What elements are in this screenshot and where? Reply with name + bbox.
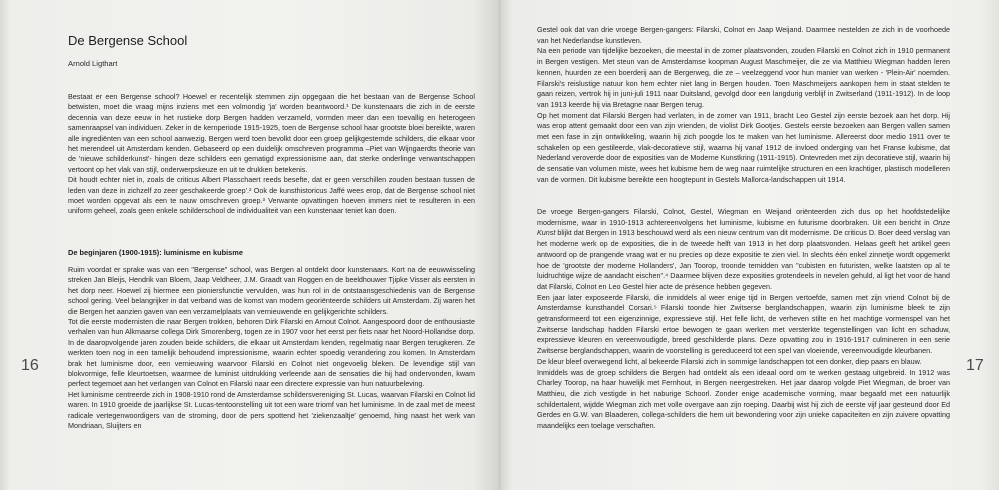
right-bottom-text [537, 207, 950, 432]
paragraph: Op het moment dat Filarski Bergen had verlaten, in de zomer van 1911, bracht Leo Gestel zijn eerste bezoek aan het dorp. Hij was erop attent gemaakt door een van zijn vrienden, de violist Dirk Gootjes. Gestels eerste bezoeken aan Bergen vallen samen met een fase in zijn ontwikkeling, waarin hij zich poogde los te maken van het luminisme. Allereerst door medio 1911 over te schakelen op een gestileerde, vlak-decoratieve stijl, waarna hij vanaf 1912 de invloed onderging van het Franse kubisme, dat Nederland veroverde door de exposities van de Moderne Kunstkring (1911-1915). Ontevreden met zijn decoratieve stijl, waarin hij de sensatie van volumen miste, wees het kubisme hem de weg naar ruimtelijke structuren en een krachtiger, plastisch modelleren van de vormen. Dit kubisme bereikte een hoogtepunt in Gestels Mallorca-landschappen uit 1914. [537, 110, 950, 184]
section-heading: De beginjaren (1900-1915): luminisme en kubisme [68, 248, 243, 257]
paragraph: Tot die eerste modernisten die naar Bergen trokken, behoren Dirk Filarski en Arnout Colnot. Aangespoord door de enthousiaste verhalen van hun Alkmaarse collega Dirk Smorenberg, togen ze in 1907 voor het eerst per fiets naar het Noord-Hollandse dorp. In de daaropvolgende jaren zouden beide schilders, die elkaar uit Amsterdam kenden, regelmatig naar Bergen terugkeren. Ze werkten toen nog in een tamelijk behoudend impressionisme, waarin echter spoedig verandering zou komen. In Amsterdam brak het luminisme door, een vernieuwing waarvoor Filarski en Colnot niet ongevoelig bleken. De levendige stijl van blokvormige, felle kleurtoetsen, waarmee de luminist uitdrukking verleende aan de sensaties die hij had ondervonden, kwam perfect tegemoet aan het verlangen van Colnot en Filarski naar een directere expressie van hun natuurbeleving. [68, 317, 475, 389]
page-number-right: 17 [966, 357, 984, 374]
section-text [68, 265, 475, 432]
paragraph: Bestaat er een Bergense school? Hoewel er recentelijk stemmen zijn opgegaan die het bestaan van de Bergense School betwisten, moet die vraag mijns inziens met een volmondig 'ja' worden beantwoord.¹ De kunstenaars die zich in de eerste decennia van deze eeuw in het rustieke dorp Bergen hadden verzameld, vormden meer dan een toevallig en heterogeen samenraapsel van individuen. Zeker in de kernperiode 1915-1925, toen de Bergense school haar grootste bloei bereikte, waren alle ingrediënten van een school aanwezig. Bergen werd toen bevolkt door een groep gelijkgestemde schilders, die elkaar voor het merendeel uit Amsterdam kenden. Gebaseerd op een duidelijk omschreven programma –Piet van Wijngaerdts theorie van de 'nieuwe schilderkunst'- hingen deze schilders een gematigd expressionisme aan, dat sterke onderlinge verwantschappen vertoont op het vlak van stijl, onderwerpskeuze en uit te drukken betekenis. [68, 92, 475, 174]
paragraph: Het luminisme centreerde zich in 1908-1910 rond de Amsterdamse schildersvereniging St. Lucas, waarvan Filarski en Colnot lid waren. In 1910 groeide de jaarlijkse St. Lucas-tentoonstelling uit tot een ware triomf van het luminisme. In de zaal met de meest radicale vertegenwoordigers van de stroming, door de pers spottend het 'ziekenzaaltje' genoemd, hing naast het werk van Mondriaan, Sluijters en [68, 389, 475, 431]
paragraph: Na een periode van tijdelijke bezoeken, die meestal in de zomer plaatsvonden, zouden Filarski en Colnot zich in 1910 permanent in Bergen vestigen. Met steun van de Amsterdamse koopman August Maschmeijer, die ze via Matthieu Wiegman hadden leren kennen, huurden ze een boerderij aan de Bergerweg, die ze – veelzeggend voor hun manier van werken - 'Plein-Air' noemden. Filarski's reislustige natuur kon hem echter niet lang in Bergen houden. Toen Maschmeijers aankopen hem in staat stelden te gaan reizen, vertrok hij in juni-juli 1911 naar Duitsland, gevolgd door een langdurig verblijf in Zwitserland (1911-1912). In de loop van 1913 keerde hij via Bretagne naar Bergen terug. [537, 46, 950, 109]
paragraph: Een jaar later exposeerde Filarski, die inmiddels al weer enige tijd in Bergen vertoefde, samen met zijn vriend Colnot bij de Amsterdamse kunsthandel Corsari.⁵ Filarski toonde hier Zwitserse berglandschappen, waarin zijn luminisme bleek te zijn getransformeerd tot een eigenzinnige, expressieve stijl. Het felle licht, de verheven stilte en het machtige vormenspel van het Zwitserse landschap hadden Filarski ertoe bewogen te gaan werken met versterkte tegenstellingen van licht en schaduw, expressieve kleuren en vereenvoudigde, breed geschilderde plans. Deze opvatting zou in 1916-1917 culmineren in een serie Zwitserse berglandschappen, waarin de voorstelling is gereduceerd tot een spel van vloeiende, vereenvoudigde kleurbanen. [537, 292, 950, 356]
journal-title: Onze Kunst [537, 217, 950, 238]
page-number-left: 16 [21, 357, 39, 374]
paragraph [537, 207, 950, 293]
article-title: De Bergense School [68, 33, 188, 48]
paragraph: Inmiddels was de groep schilders die Bergen had ontdekt als een ideaal oord om te werken gestaag uitgebreid. In 1912 was Charley Toorop, na haar huwelijk met Fernhout, in Bergen neergestreken. Het jaar daarop volgde Piet Wiegman, de broer van Matthieu, die zich vestigde in het naburige Schoorl. Zonder enige academische vorming, maar begaafd met een natuurlijk schildertalent, wijdde Wiegman zich met volle overgave aan zijn roeping. Daarbij wist hij zich de eerste vijf jaar gesteund door Ed Gerdes en G.W. van Blaaderen, collega-schilders die hem uit bewondering voor zijn unieke capaciteiten en zijn zuivere opvatting maandelijks een toelage verschaften. [537, 367, 950, 431]
text-segment: De vroege Bergen-gangers Filarski, Colnot, Gestel, Wiegman en Weijand oriënteerden zich dus op het hoofdstedelijke modernisme, waar in 1910-1913 achtereenvolgens het luminisme, kubisme en futurisme doorbraken. Uit een bericht in [537, 207, 950, 227]
left-page [0, 0, 498, 490]
paragraph: Ruim voordat er sprake was van een "Bergense" school, was Bergen al ontdekt door kunstenaars. Kort na de eeuwwisseling streken Jan Bleijs, Hendrik van Bloem, Jaap Veldheer, J.M. Graadt van Roggen en de beeldhouwer Tjipke Visser als eersten in het dorp neer. Hoewel zij hiermee een pioniersfunctie vervulden, was hun rol in de ontstaansgeschiedenis van de Bergense school gering. Veel belangrijker in dat verband was de komst van modern georiënteerde schilders uit Amsterdam. Zij waren het die Bergen het aanzien gaven van een verzamelplaats van vernieuwende en gelijkgerichte schilders. [68, 265, 475, 316]
right-page [501, 0, 999, 490]
paragraph: De kleur bleef overwegend licht, al bekeerde Filarski zich in sommige landschappen tot een donker, diep paars en blauw. [537, 356, 922, 366]
article-author: Arnold Ligthart [68, 59, 118, 68]
intro-text [68, 92, 475, 217]
right-top-text [537, 25, 950, 186]
text-segment: blijkt dat Bergen in 1913 beschouwd werd als een nieuw centrum van dit modernisme. De criticus D. Boer deed verslag van het moderne werk op de exposities, die in de tweede helft van 1913 in het dorp plaatsvonden. Helaas geeft het artikel geen antwoord op de prangende vraag wat er nu precies op deze expositie te zien viel. In slechts één enkel zinnetje wordt opgemerkt hoe de 'grootste der moderne Hollanders', Jan Toorop, troonde temidden van "cubisten en futuristen, welke laatsten op al te luidruchtige wijze de aandacht eischen".⁴ Daarmee blijven deze exposities grotendeels in nevelen gehuld, al ligt het voor de hand dat Filarski, Colnot en Leo Gestel hier acte de présence hebben gegeven. [537, 228, 950, 291]
paragraph: Dit houdt echter niet in, zoals de criticus Albert Plasschaert reeds besefte, dat er geen verschillen zouden bestaan tussen de leden van deze in zichzelf zo zeer geschakeerde groep'.² Ook de kunsthistoricus Jaffé wees erop, dat de Bergense school niet moet worden opgevat als een te nauw omschreven groep.³ Verwante opvattingen hoeven immers niet te resulteren in een uniform geheel, zoals geen enkele schilderschool de individualiteit van een kunstenaar teniet kan doen. [68, 175, 475, 216]
paragraph: Gestel ook dat van drie vroege Bergen-gangers: Filarski, Colnot en Jaap Weijand. Daarmee nestelden ze zich in de voorhoede van het Nederlandse kunstleven. [537, 25, 950, 45]
